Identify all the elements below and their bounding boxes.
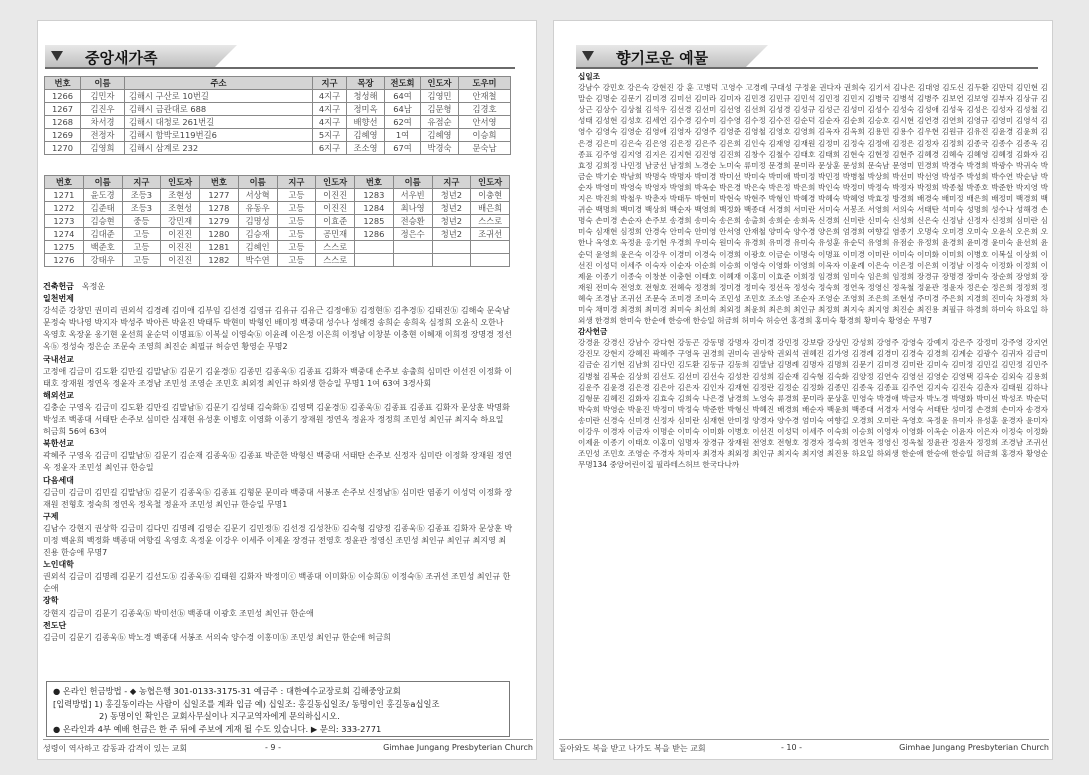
table-cell: 4지구 (313, 116, 347, 129)
table-cell: 5지구 (313, 129, 347, 142)
donor-names: 곽혜주 구영옥 김금미 김말남ⓑ 김문기 김순재 김종욱ⓑ 김종표 박준한 박형신 백중대 서태탄 손주보 신정자 심미란 이정화 장재원 정연옥 정윤자 조민성 최인규 한승일 (43, 451, 512, 473)
column-header: 인도자 (316, 176, 355, 189)
column-header: 지구 (432, 176, 471, 189)
table-cell (355, 241, 394, 254)
table-cell (355, 254, 394, 267)
section-heading: 국내선교 (43, 354, 74, 364)
table-row (45, 116, 511, 129)
table-cell: 배은희 (471, 202, 510, 215)
table-cell: 조현성 (161, 202, 200, 215)
donor-names: 옥정운 (81, 282, 106, 291)
column-header: 지구 (122, 176, 161, 189)
table-cell: 청년2 (432, 215, 471, 228)
section-heading: 노인대학 (43, 560, 74, 570)
table-cell: 김혜영 (347, 129, 385, 142)
column-header: 전도회 (385, 77, 421, 90)
column-header: 지구 (277, 176, 316, 189)
page-number: - 9 - (265, 743, 281, 752)
table-cell: 김해시 대청로 261번길 (125, 116, 313, 129)
page-9 (37, 20, 537, 760)
table-cell: 조현성 (161, 189, 200, 202)
table-cell: 안재철 (459, 90, 511, 103)
table-cell: 고등 (122, 241, 161, 254)
table-cell: 1267 (45, 103, 81, 116)
table-cell: 1281 (200, 241, 239, 254)
table-cell: 중등 (122, 215, 161, 228)
table-row (45, 90, 511, 103)
table-cell: 67여 (385, 142, 421, 155)
table-cell: 김명성 (238, 215, 277, 228)
column-header: 인도자 (471, 176, 510, 189)
table-row (45, 103, 511, 116)
column-header: 도우미 (459, 77, 511, 90)
table-cell: 조등3 (122, 202, 161, 215)
notice-line: ● 온라인 헌금방법 - ◆ 농협은행 301-0133-3175-31 예금주 : 대한예수교장로회 김해중앙교회 (53, 686, 401, 696)
table-cell: 박경숙 (421, 142, 459, 155)
table-cell: 정미옥 (347, 103, 385, 116)
notice-line: [입력방법] 1) 홍길동이라는 사람이 십일조를 계좌 입금 예) 십일조: 홍길동십일조/ 동명이인 홍길동a십일조 (53, 698, 440, 709)
table-cell: 김해시 함박로119번길6 (125, 129, 313, 142)
table-cell: 고등 (122, 254, 161, 267)
table-cell: 1266 (45, 90, 81, 103)
table-cell: 김승현 (83, 215, 122, 228)
table-cell: 1268 (45, 116, 81, 129)
section-heading: 전도단 (43, 620, 67, 630)
section-heading: 해외선교 (43, 390, 74, 400)
table-cell: 1282 (200, 254, 239, 267)
table-cell (393, 241, 432, 254)
table-cell: 고등 (277, 215, 316, 228)
column-header: 인도자 (421, 77, 459, 90)
section-heading: 다음세대 (43, 475, 74, 485)
new-family-address-table (44, 76, 511, 155)
section-heading: 북한선교 (43, 439, 74, 449)
church-name: Gimhae Jungang Presbyterian Church (383, 743, 533, 752)
footer-motto: 돌아와도 복을 받고 나가도 복을 받는 교회 (559, 744, 706, 753)
table-cell: 이진진 (161, 254, 200, 267)
column-header: 번호 (355, 176, 394, 189)
table-cell: 1여 (385, 129, 421, 142)
table-cell: 김해시 구산로 10번길 (125, 90, 313, 103)
table-cell: 청년2 (432, 228, 471, 241)
table-cell: 김민자 (81, 90, 125, 103)
table-row (45, 254, 510, 267)
table-cell: 전정자 (81, 129, 125, 142)
table-cell: 김준태 (83, 202, 122, 215)
table-cell: 정은수 (393, 228, 432, 241)
table-cell: 이진진 (161, 241, 200, 254)
table-cell: 6지구 (313, 142, 347, 155)
table-cell: 김해시 금관대로 688 (125, 103, 313, 116)
column-header: 번호 (45, 77, 81, 90)
table-cell: 4지구 (313, 103, 347, 116)
page-10 (553, 20, 1053, 760)
table-cell: 김문형 (421, 103, 459, 116)
donor-names: 강경윤 강경신 강남수 강다현 강동곤 강동명 강명자 강미경 강민정 강보람 강상민 강성희 강영주 강영숙 강예지 강은주 강정미 강주영 강지연 강진모 강현지 강혜진 곽혜주 구영옥 권경희 권미숙 권상학 권외석 권혜진 김가영 김경례 김경미 김경숙 김경희 김계순 김광수 김귀자 김금미 김금순 김기현 김남희 김다민 김도환 김동규 김동희 김말남 김명례 김명자 김명희 김문기 김미경 김미란 김미숙 김미정 김민길 김민정 김민주 김병철 김복순 김상희 김선도 김선미 김선숙 김성찬 김성희 김순재 김숙형 김숙화 김양정 김연숙 김영선 김영순 김영택 김옥순 김외숙 김용희 김운주 김윤경 김은경 김은아 김은자 김인자 김재현 김정란 김정순 김정화 김종민 김종욱 김종표 김주연 김지숙 김진숙 김춘자 김태원 김하나 김형문 김혜진 김화자 김효숙 김희숙 나은경 남경희 노영숙 류경희 문미라 문상훈 민영숙 박경애 박금자 박노경 박명화 박미선 박성조 박순덕 박숙희 박영순 박윤진 박정미 박정숙 박준한 박형신 박혜진 배경희 배순자 백윤희 백종대 서경자 서영숙 서태탄 성미정 손경희 손미자 송경자 송미란 신경숙 신미경 신정자 심미란 심재현 안미정 양경자 양수경 엄미숙 여향길 오경희 오미란 옥영호 옥정윤 유미자 유성훈 윤경자 윤미자 이강우 이경자 이금자 이명순 이미숙 이미화 이병호 이선진 이성덕 이세주 이숙희 이승희 이영자 이영화 이옥순 이윤자 이은자 이정숙 이정화 이제윤 이종기 이태호 이홍미 임명자 장경규 장재원 전영호 전형호 정경자 정숙희 정연옥 정영신 정옥철 정윤관 정윤자 정정희 조경남 조귀선 조민성 조민호 조영순 주경자 차미자 최경자 최외정 최인규 최지숙 최지영 최진용 하요일 하외생 한순애 한승애 한승일 허금희 홍경자 황영순 무명134 중앙어린이집 필라테스허브 한국다나까 (578, 338, 1048, 470)
church-name: Gimhae Jungang Presbyterian Church (899, 743, 1049, 752)
notice-line: 2) 동명이인 확인은 교회사무실이나 지구교역자에게 문의하십시오. (99, 711, 340, 721)
table-cell: 62여 (385, 116, 421, 129)
table-cell: 1274 (45, 228, 84, 241)
table-cell: 청년2 (432, 189, 471, 202)
table-cell: 강태우 (83, 254, 122, 267)
donor-names: 김금미 김금미 김민길 김말남ⓑ 김문기 김종욱ⓑ 김종표 김형문 문미라 백중대 서봉조 손주보 신정남ⓑ 심미란 염종기 이성덕 이정화 장재원 전형호 정숙희 정연옥 정옥철 정윤자 조민성 최인규 한승일 무명1 (43, 487, 513, 509)
table-cell: 1277 (200, 189, 239, 202)
table-header-row (45, 77, 511, 90)
banner-underline (576, 67, 1038, 69)
table-cell: 고등 (277, 228, 316, 241)
section-heading: 구제 (43, 511, 59, 521)
table-cell: 고등 (277, 241, 316, 254)
table-cell: 1273 (45, 215, 84, 228)
donor-names: 김남수 강현지 권상학 김금미 김다민 김명례 김영순 김문기 김민정ⓑ 김선경 김성찬ⓑ 김숙형 김양정 김종욱ⓑ 김종표 김화자 문상훈 박미정 백윤희 백정화 백종대 여향길 옥영호 옥정윤 이강우 이세주 이제윤 장경규 전영호 정윤관 정영신 조민성 최인규 최인규 최지영 최진용 한승애 무명7 (43, 523, 513, 558)
triangle-icon (582, 51, 594, 61)
table-cell (471, 254, 510, 267)
table-row (45, 215, 510, 228)
offering-list-right (578, 71, 1048, 736)
table-cell: 이진진 (316, 189, 355, 202)
table-cell: 공민재 (316, 228, 355, 241)
table-cell: 1278 (200, 202, 239, 215)
table-cell: 김대준 (83, 228, 122, 241)
table-cell: 1275 (45, 241, 84, 254)
table-cell: 1270 (45, 142, 81, 155)
table-cell (471, 241, 510, 254)
column-header: 이름 (81, 77, 125, 90)
table-cell: 문숙남 (459, 142, 511, 155)
table-cell: 최나영 (393, 202, 432, 215)
table-cell: 김해시 삼계로 232 (125, 142, 313, 155)
table-cell: 조귀선 (471, 228, 510, 241)
column-header: 번호 (45, 176, 84, 189)
table-cell: 김혜인 (238, 241, 277, 254)
table-cell: 전승환 (393, 215, 432, 228)
offering-list-left (43, 281, 513, 644)
table-cell: 1284 (355, 202, 394, 215)
footer-divider (559, 739, 1049, 740)
table-cell: 청성해 (347, 90, 385, 103)
table-cell: 서상혁 (238, 189, 277, 202)
table-cell: 1283 (355, 189, 394, 202)
table-row (45, 241, 510, 254)
donor-names: 권외석 김금미 김명례 김문기 김선도ⓑ 김종욱ⓑ 김태원 김화자 박정미ⓒ 백종대 이미화ⓑ 이승희ⓑ 이정숙ⓑ 조귀선 조민성 최인규 한순애 (43, 572, 511, 594)
table-cell: 김영민 (421, 90, 459, 103)
table-cell (393, 254, 432, 267)
table-cell: 이진진 (161, 228, 200, 241)
table-cell: 스스로 (316, 241, 355, 254)
donor-names: 강현지 김금미 김문기 김종욱ⓑ 박미선ⓑ 백종대 이광호 조민성 최인규 한순애 (43, 608, 314, 618)
footer-motto: 성령이 역사하고 감동과 감격이 있는 교회 (43, 744, 188, 753)
table-cell: 고등 (122, 228, 161, 241)
table-header-row (45, 176, 510, 189)
page-number: - 10 - (781, 743, 803, 752)
table-cell: 스스로 (316, 254, 355, 267)
donor-names: 강남수 강민호 강은숙 강현진 강 훈 고병덕 고영수 고경례 구대성 구정윤 권다자 권희숙 김기서 김나은 김대영 김도신 김두환 김만덕 김민현 김말순 김명순 김문기 김미경 김미선 김미라 김미자 김민경 김민규 김민석 김민정 김민지 김병국 김병석 김병주 김보연 김보영 김부자 김상규 김상근 김상수 김상철 김석우 김선경 김선미 김선영 김선희 김성경 김성규 김성근 김성미 김성수 김성숙 김성애 김성욱 김성은 김성자 김성철 김성태 김성현 김성호 김세연 김수경 김수미 김수영 김수정 김수진 김순덕 김순자 김순희 김승호 김시현 김연경 김연희 김영규 김영미 김영석 김영수 김영숙 김영순 김영애 김영자 김영주 김영준 김영철 김영호 김영희 김옥자 김옥희 김용민 김용수 김우현 김원규 김유진 김윤경 김윤희 김은경 김은미 김은숙 김은영 김은정 김은주 김은희 김인숙 김재영 김재원 김정미 김정숙 김정애 김정은 김정자 김정희 김종국 김종수 김종욱 김종표 김주영 김지영 김지은 김지현 김진영 김진희 김창수 김철수 김태호 김태희 김현숙 김현정 김현주 김혜경 김혜숙 김혜영 김혜정 김화자 김효정 김희정 나민정 남궁선 남정희 노경순 노미숙 류미정 문경희 문미라 문상훈 문성희 문숙남 문영미 민경희 박경숙 박경희 박광수 박귀숙 박금순 박기순 박남희 박명숙 박명자 박미경 박미선 박미숙 박미애 박미정 박민정 박병철 박상희 박선미 박선영 박성주 박성희 박수연 박순남 박순자 박영미 박영숙 박영자 박영희 박옥순 박은경 박은숙 박은정 박은희 박인숙 박정미 박정숙 박정자 박정희 박종철 박종호 박준한 박지영 박지은 박진희 박철우 박춘자 박태두 박현미 박현숙 박현주 박형인 박혜경 박혜숙 박혜영 박효정 방경희 배경숙 배미정 배은희 배정미 백경희 백귀순 백명희 백미경 백상희 백순자 백영희 백정화 백종대 서경희 서미란 서미숙 서봉조 서영희 서의숙 서태탄 석미숙 성명희 성수나 성해경 손명숙 손미경 손순자 손주보 송경희 송미숙 송은희 송출희 송희순 송희옥 신경희 신미란 신미숙 신성희 신은숙 신정남 신정자 신정희 심미란 심미숙 심재현 심정희 안경숙 안미숙 안미영 안서영 안재철 양미숙 양수경 양은희 엄경희 여향길 염종기 오명숙 오미경 오미숙 오윤식 오은희 오한나 옥영호 옥정윤 옹기현 우경희 우미숙 원미숙 유경희 유미경 유미숙 유성훈 유순덕 유영희 유점순 유정희 윤경희 윤미경 윤미숙 윤선희 윤순덕 윤영희 윤은숙 이강우 이경미 이경숙 이경희 이광호 이금순 이명숙 이명표 이미경 이미란 이미숙 이미화 이미희 이병호 이복실 이상희 이선진 이성덕 이세주 이숙자 이순자 이순희 이승희 이영숙 이영화 이영희 이옥자 이윤례 이은숙 이은정 이은희 이정남 이정숙 이정화 이정희 이제윤 이종기 이종숙 이창분 이충현 이태호 이혜재 이홍미 이효준 이희정 임경희 임미숙 임은희 임정희 장경규 장명경 장미숙 장순희 장영희 장재원 전미숙 전영호 전형호 전혜숙 정경희 정미경 정미숙 정선옥 정성숙 정숙희 정연옥 정영신 정옥철 정윤관 정윤자 정은순 정은희 정정희 정혜숙 조경남 조귀선 조문숙 조미경 조미숙 조민성 조민호 조소영 조순자 조영순 조영희 조은희 조현성 주미경 주은희 지경희 진미숙 차경희 차미숙 채미경 최경희 최미경 최미숙 최선희 최외정 최윤희 최은희 최인규 최정희 최지숙 최지영 최진순 최진용 최필규 하경희 하미숙 하요일 하외생 한경희 한미숙 한순애 한승애 한승일 허금희 허미숙 허승연 홍경희 홍미숙 황경희 황미숙 황영순 무명7 (578, 83, 1048, 326)
table-cell: 김혜영 (421, 129, 459, 142)
table-cell: 고등 (277, 254, 316, 267)
section-heading: 건축헌금 (43, 282, 74, 291)
table-cell: 1276 (45, 254, 84, 267)
column-header: 주소 (125, 77, 313, 90)
section-heading: 일천번제 (43, 294, 74, 304)
donor-names: 강석준 강창민 권미리 권외석 김경례 김미애 김부임 김선경 김영규 김유규 김유근 김정애ⓑ 김정현ⓑ 김추경ⓑ 김태진ⓑ 김해숙 문숙남 문정숙 박나영 박지자 박성주 박아른 박윤진 박태두 박현미 박형인 배미정 백중대 성수나 성해경 송희순 송희옥 심정희 오윤식 오한나 옥영호 옥장윤 옹기현 윤선희 윤순덕 이명표ⓑ 이복실 이영숙ⓑ 이윤례 이은정 이은희 이정남 이창분 이충현 이혜재 이희정 장명경 정선옥ⓑ 정성숙 정은순 조문숙 조영희 최진순 최필규 허승연 황영순 무명2 (43, 306, 512, 352)
table-row (45, 129, 511, 142)
column-header: 이름 (238, 176, 277, 189)
table-cell (432, 254, 471, 267)
footer-divider (43, 739, 533, 740)
table-cell: 강민재 (161, 215, 200, 228)
banner-title: 중앙새가족 (85, 49, 158, 67)
table-cell: 조등3 (122, 189, 161, 202)
new-family-list-table (44, 175, 510, 267)
table-cell: 64남 (385, 103, 421, 116)
table-cell: 김영희 (81, 142, 125, 155)
table-cell: 1286 (355, 228, 394, 241)
table-row (45, 142, 511, 155)
table-cell: 고등 (277, 202, 316, 215)
table-cell: 이효준 (316, 215, 355, 228)
column-header: 인도자 (161, 176, 200, 189)
banner-underline (45, 67, 515, 69)
table-cell: 김승재 (238, 228, 277, 241)
column-header: 이름 (83, 176, 122, 189)
table-cell: 청년2 (432, 202, 471, 215)
column-header: 지구 (313, 77, 347, 90)
table-cell: 유점순 (421, 116, 459, 129)
table-cell: 배향선 (347, 116, 385, 129)
table-cell: 윤도경 (83, 189, 122, 202)
column-header: 이름 (393, 176, 432, 189)
online-offering-notice (46, 681, 510, 737)
table-cell: 차서경 (81, 116, 125, 129)
table-row (45, 189, 510, 202)
table-cell: 이충현 (471, 189, 510, 202)
column-header: 목장 (347, 77, 385, 90)
table-cell: 고등 (277, 189, 316, 202)
table-cell: 4지구 (313, 90, 347, 103)
table-cell: 1271 (45, 189, 84, 202)
table-cell: 1269 (45, 129, 81, 142)
section-heading: 십일조 (578, 72, 601, 81)
table-cell: 이진진 (316, 202, 355, 215)
table-cell: 백준호 (83, 241, 122, 254)
table-cell (432, 241, 471, 254)
table-cell: 조소영 (347, 142, 385, 155)
section-heading: 장학 (43, 596, 59, 606)
table-cell: 유동우 (238, 202, 277, 215)
table-cell: 김진우 (81, 103, 125, 116)
table-cell: 스스로 (471, 215, 510, 228)
section-heading: 감사헌금 (578, 327, 608, 337)
donor-names: 고정애 김금미 김도환 김만길 김말남ⓑ 김문기 김윤경ⓑ 김종민 김종욱ⓑ 김종표 김화자 백중대 손주보 송출희 심미란 이선진 이정화 이태호 장재원 정연옥 정윤자 조경남 조민성 조영순 조민호 최외정 최인규 하외생 한승일 무명1 1여 63여 3경사회 (43, 366, 513, 388)
table-cell: 1285 (355, 215, 394, 228)
section-banner (45, 45, 237, 68)
notice-line: ● 온라인과 4부 예배 헌금은 한 주 뒤에 주보에 게재 될 수도 있습니다. ▶ 문의: 333-2771 (53, 723, 382, 734)
donor-names: 김금미 김문기 김종욱ⓑ 박노경 백종대 서봉조 서의숙 양수경 이홍미ⓑ 조민성 최인규 한순애 허금희 (43, 632, 391, 642)
banner-title: 향기로운 예물 (616, 49, 709, 67)
table-cell: 1279 (200, 215, 239, 228)
table-row (45, 228, 510, 241)
table-cell: 1272 (45, 202, 84, 215)
triangle-icon (51, 51, 63, 61)
table-row (45, 202, 510, 215)
table-cell: 64여 (385, 90, 421, 103)
table-cell: 김경호 (459, 103, 511, 116)
table-cell: 서우빈 (393, 189, 432, 202)
donor-names: 김충순 구영옥 김금미 김도환 김만길 김말남ⓑ 김문기 김성태 김숙화ⓑ 김영택 김윤경ⓑ 김종욱ⓑ 김종표 김종표 김화자 문상훈 박명화 박성조 백종대 서태탄 손주보 심미란 심재현 유성훈 이병호 이영화 이종기 장재원 정연옥 정윤자 정정희 조민성 최인규 최지숙 하요일 허금희 56여 63여 (43, 402, 510, 437)
table-cell: 1280 (200, 228, 239, 241)
table-cell: 안서영 (459, 116, 511, 129)
table-cell: 박수연 (238, 254, 277, 267)
section-banner (576, 45, 768, 68)
column-header: 번호 (200, 176, 239, 189)
table-cell: 이승희 (459, 129, 511, 142)
